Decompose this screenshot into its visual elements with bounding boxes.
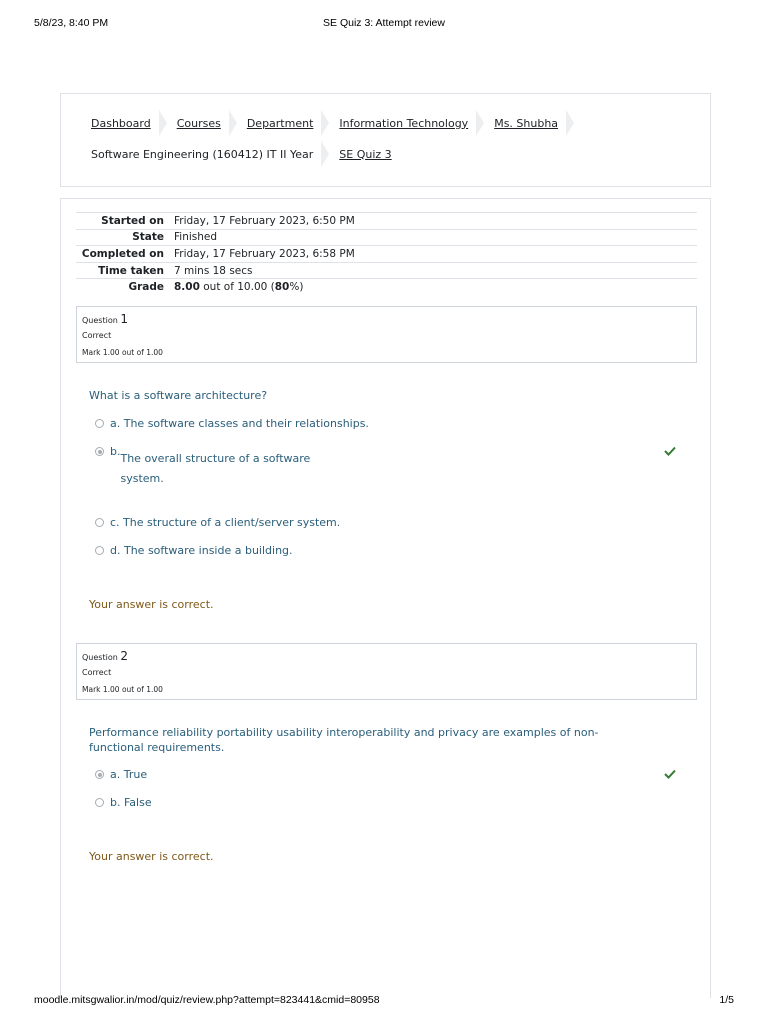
q2-option-b[interactable] [95, 796, 152, 810]
grade-end: %) [289, 281, 304, 294]
radio-button-selected[interactable] [95, 447, 104, 456]
question-number-value: 1 [120, 312, 128, 326]
q1-option-b[interactable] [95, 445, 310, 489]
option-text [110, 544, 293, 558]
question-label: Question [82, 316, 121, 325]
question-label: Question [82, 653, 121, 662]
print-header [34, 17, 734, 31]
breadcrumb-information-technology[interactable]: Information Technology [339, 116, 469, 130]
q1-option-c[interactable] [95, 516, 340, 530]
radio-button[interactable] [95, 518, 104, 527]
option-label: True [123, 768, 148, 781]
summary-label: State [132, 231, 164, 244]
summary-label: Completed on [81, 247, 164, 260]
radio-button[interactable] [95, 798, 104, 807]
question-number [82, 312, 696, 328]
option-text [110, 768, 147, 782]
option-text [110, 417, 369, 431]
summary-row-state [76, 229, 697, 246]
option-text [120, 449, 310, 489]
check-icon [664, 446, 676, 456]
breadcrumb-separator [321, 110, 331, 136]
option-label: The software inside a building. [123, 544, 293, 557]
option-prefix: c. [110, 516, 124, 529]
radio-button[interactable] [95, 419, 104, 428]
breadcrumb-separator [159, 110, 169, 136]
option-label: The overall structure of a software [120, 452, 311, 465]
breadcrumb-ms-shubha[interactable]: Ms. Shubha [494, 116, 559, 130]
breadcrumb-separator [229, 110, 239, 136]
question-2-info [76, 643, 697, 700]
breadcrumb-course: Software Engineering (160412) IT II Year [91, 147, 314, 161]
breadcrumb-separator [566, 110, 576, 136]
breadcrumb-card [60, 93, 711, 187]
option-label: The structure of a client/server system. [123, 516, 341, 529]
breadcrumb-courses[interactable]: Courses [176, 116, 221, 130]
question-1-feedback: Your answer is correct. [89, 598, 214, 611]
question-state: Correct [82, 331, 112, 340]
option-label: False [123, 796, 152, 809]
question-2-feedback: Your answer is correct. [89, 850, 214, 863]
q1-option-a[interactable] [95, 417, 369, 431]
print-title: SE Quiz 3: Attempt review [323, 17, 445, 29]
question-number-value: 2 [120, 649, 128, 663]
question-2-text: Performance reliability portability usability interoperability and privacy are examples of non-functional requirements. [89, 726, 599, 754]
option-label: The software classes and their relationships. [123, 417, 369, 430]
radio-button[interactable] [95, 546, 104, 555]
summary-label: Time taken [98, 264, 164, 277]
summary-label: Grade [128, 281, 164, 294]
summary-row-started [76, 212, 697, 229]
option-prefix: a. [110, 768, 124, 781]
summary-value: Finished [174, 231, 218, 244]
option-prefix: b. [110, 445, 121, 458]
question-1-info [76, 306, 697, 363]
q2-option-a[interactable] [95, 768, 147, 782]
option-prefix: a. [110, 417, 124, 430]
breadcrumb-separator [321, 141, 331, 167]
summary-value: Friday, 17 February 2023, 6:58 PM [174, 247, 355, 260]
grade-percent: 80 [274, 281, 290, 294]
breadcrumb-separator [476, 110, 486, 136]
option-text [110, 516, 340, 530]
breadcrumb-se-quiz-3[interactable]: SE Quiz 3 [339, 147, 392, 161]
summary-row-grade [76, 278, 697, 295]
summary-label: Started on [101, 214, 164, 227]
summary-value [174, 281, 303, 293]
summary-value: Friday, 17 February 2023, 6:50 PM [174, 214, 355, 227]
summary-row-time [76, 262, 697, 279]
attempt-summary-table [76, 212, 697, 295]
summary-row-completed [76, 245, 697, 262]
option-text [110, 796, 152, 810]
print-date: 5/8/23, 8:40 PM [34, 17, 109, 29]
question-mark: Mark 1.00 out of 1.00 [82, 685, 163, 694]
question-state: Correct [82, 668, 112, 677]
radio-button-selected[interactable] [95, 770, 104, 779]
attempt-review [60, 198, 711, 998]
breadcrumb-row-2 [91, 141, 392, 167]
check-icon [664, 769, 676, 779]
question-mark: Mark 1.00 out of 1.00 [82, 348, 163, 357]
summary-value: 7 mins 18 secs [174, 264, 253, 277]
q1-option-d[interactable] [95, 544, 293, 558]
breadcrumb [91, 110, 584, 136]
question-number [82, 649, 696, 665]
breadcrumb-dashboard[interactable]: Dashboard [91, 116, 151, 130]
option-label-line-2: system. [120, 472, 164, 485]
breadcrumb-department[interactable]: Department [246, 116, 314, 130]
print-footer [34, 994, 734, 1008]
option-prefix: d. [110, 544, 124, 557]
grade-mid: out of 10.00 ( [199, 281, 275, 294]
grade-score: 8.00 [174, 281, 200, 294]
option-prefix: b. [110, 796, 124, 809]
print-page-number: 1/5 [719, 994, 734, 1006]
question-1-text: What is a software architecture? [89, 389, 268, 402]
print-url: moodle.mitsgwalior.in/mod/quiz/review.php?attempt=823441&cmid=80958 [34, 994, 380, 1006]
